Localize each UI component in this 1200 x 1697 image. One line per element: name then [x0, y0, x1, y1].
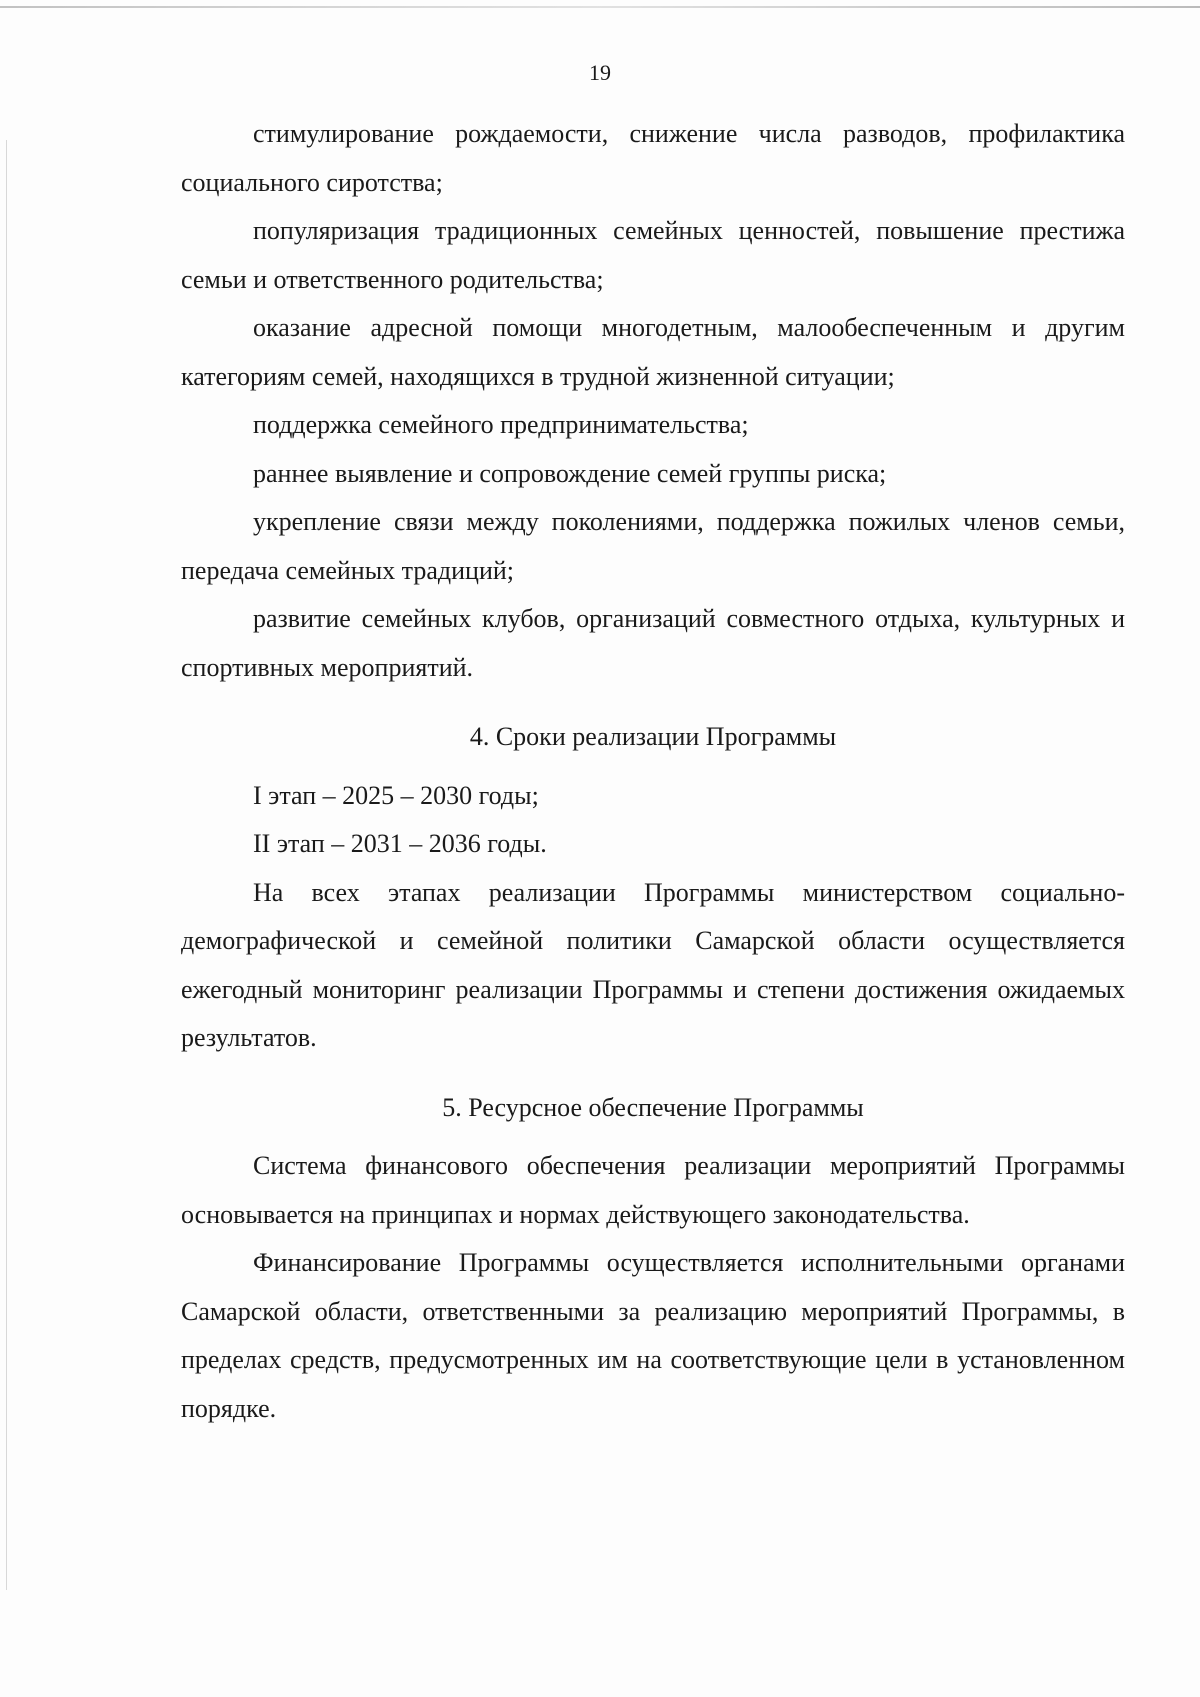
- body-paragraph: Финансирование Программы осуществляется исполнительными органами Самарской области, ответственными за реализацию мероприятий Программы, в пределах средств, предусмотренных им на соответствующие цели в установленном порядке.: [181, 1248, 1125, 1423]
- list-paragraph: стимулирование рождаемости, снижение числа разводов, профилактика социального сиротства;: [181, 119, 1125, 197]
- page-number: 19: [589, 60, 611, 85]
- list-paragraph: оказание адресной помощи многодетным, малообеспеченным и другим категориям семей, находящихся в трудной жизненной ситуации;: [181, 313, 1125, 391]
- stage-paragraph: I этап – 2025 – 2030 годы;: [253, 780, 539, 810]
- scan-edge-top: [0, 6, 1200, 8]
- list-paragraph: популяризация традиционных семейных ценностей, повышение престижа семьи и ответственного родительства;: [181, 216, 1125, 294]
- list-paragraph: поддержка семейного предпринимательства;: [253, 410, 749, 439]
- stage-paragraph: II этап – 2031 – 2036 годы.: [253, 829, 547, 858]
- body-paragraph: На всех этапах реализации Программы министерством социально-демографической и семейной политики Самарской области осуществляется ежегодный мониторинг реализации Программы и степени достижения ожидаемых результатов.: [181, 877, 1125, 1052]
- section-heading: 5. Ресурсное обеспечение Программы: [442, 1092, 864, 1122]
- body-paragraph: Система финансового обеспечения реализации мероприятий Программы основывается на принципах и нормах действующего законодательства.: [181, 1151, 1125, 1229]
- scan-edge-left: [6, 140, 7, 1590]
- section-heading: 4. Сроки реализации Программы: [469, 722, 837, 751]
- list-paragraph: укрепление связи между поколениями, поддержка пожилых членов семьи, передача семейных традиций;: [181, 507, 1125, 585]
- document-body: [181, 110, 1125, 1433]
- list-paragraph: раннее выявление и сопровождение семей группы риска;: [253, 458, 887, 488]
- list-paragraph: развитие семейных клубов, организаций совместного отдыха, культурных и спортивных мероприятий.: [181, 604, 1125, 682]
